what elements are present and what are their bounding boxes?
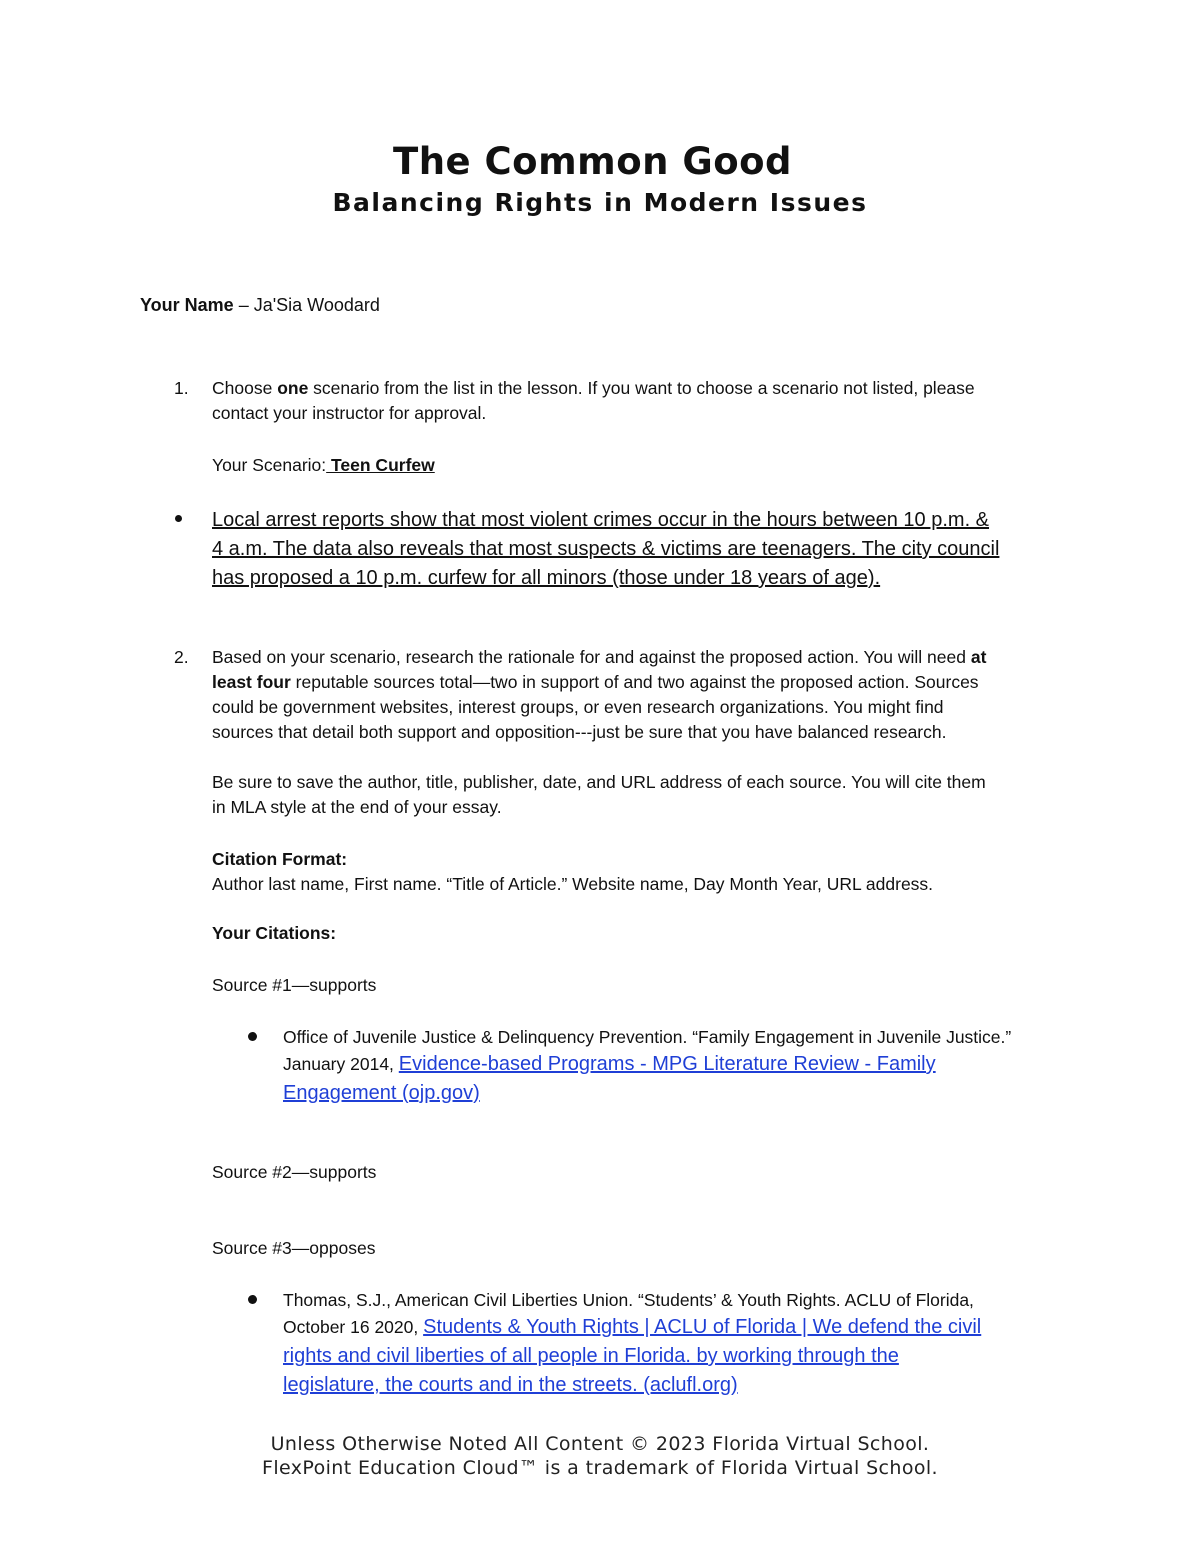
footer-trademark: FlexPoint Education Cloud™ is a trademark of Florida Virtual School.	[262, 1457, 938, 1479]
source-1-label: Source #1—supports	[212, 975, 377, 995]
name-value: Ja'Sia Woodard	[253, 295, 380, 315]
source-2-label: Source #2—supports	[212, 1162, 377, 1182]
footer-copyright: Unless Otherwise Noted All Content © 2023 Florida Virtual School.	[270, 1433, 930, 1455]
bullet-dot	[175, 515, 182, 522]
name-label: Your Name	[140, 295, 234, 315]
source-1-link-continued[interactable]: Engagement (ojp.gov)	[283, 1082, 480, 1104]
source-3-link-continued[interactable]: rights and civil liberties of all people in Florida. by working through the	[283, 1345, 899, 1367]
document-subtitle: Balancing Rights in Modern Issues	[332, 188, 868, 217]
your-citations-label: Your Citations:	[212, 923, 337, 943]
question-2-line-2: least four reputable sources total—two in support of and two against the proposed action. Sources	[212, 672, 979, 692]
scenario-description-line-2: 4 a.m. The data also reveals that most suspects & victims are teenagers. The city council	[212, 538, 1000, 560]
scenario-description-line-3: has proposed a 10 p.m. curfew for all minors (those under 18 years of age).	[212, 567, 881, 589]
question-2-line-1: Based on your scenario, research the rationale for and against the proposed action. You will need at	[212, 647, 987, 667]
name-separator: –	[233, 295, 254, 315]
citation-format-label: Citation Format:	[212, 849, 348, 869]
name-line	[140, 293, 380, 318]
save-instruction-line-2: in MLA style at the end of your essay.	[212, 797, 502, 817]
document-title: The Common Good	[392, 140, 793, 183]
bullet-dot	[248, 1295, 257, 1304]
scenario-line	[212, 453, 435, 478]
question-2-number: 2.	[174, 647, 189, 667]
source-3-citation-line-2: October 16 2020, Students & Youth Rights | ACLU of Florida | We defend the civil	[283, 1316, 982, 1338]
source-3-label: Source #3—opposes	[212, 1238, 376, 1258]
emphasis-one: one	[277, 378, 309, 398]
question-1-line-1: Choose one scenario from the list in the lesson. If you want to choose a scenario not listed, please	[212, 378, 975, 398]
source-3-citation-line-1: Thomas, S.J., American Civil Liberties Union. “Students’ & Youth Rights. ACLU of Florida,	[283, 1290, 974, 1310]
source-3-link[interactable]: Students & Youth Rights | ACLU of Florida | We defend the civil	[423, 1316, 982, 1338]
bullet-dot	[248, 1032, 257, 1041]
scenario-value: Teen Curfew	[326, 455, 435, 475]
question-2-line-3: could be government websites, interest groups, or even research organizations. You might find	[212, 697, 944, 717]
save-instruction-line-1: Be sure to save the author, title, publisher, date, and URL address of each source. You will cite them	[212, 772, 986, 792]
citation-format-text: Author last name, First name. “Title of Article.” Website name, Day Month Year, URL address.	[212, 874, 934, 894]
source-1-link[interactable]: Evidence-based Programs - MPG Literature Review - Family	[398, 1053, 936, 1075]
question-2-line-4: sources that detail both support and opposition---just be sure that you have balanced research.	[212, 722, 947, 742]
source-1-citation-line-2: January 2014, Evidence-based Programs - MPG Literature Review - Family	[283, 1053, 936, 1075]
scenario-label: Your Scenario:	[212, 455, 327, 475]
source-1-citation-line-1: Office of Juvenile Justice & Delinquency Prevention. “Family Engagement in Juvenile Justice.”	[283, 1027, 1012, 1047]
question-1-line-2: contact your instructor for approval.	[212, 403, 487, 423]
scenario-description-line-1: Local arrest reports show that most violent crimes occur in the hours between 10 p.m. &	[212, 509, 990, 531]
question-1-number: 1.	[174, 378, 189, 398]
source-3-link-continued[interactable]: legislature, the courts and in the streets. (aclufl.org)	[283, 1374, 738, 1396]
